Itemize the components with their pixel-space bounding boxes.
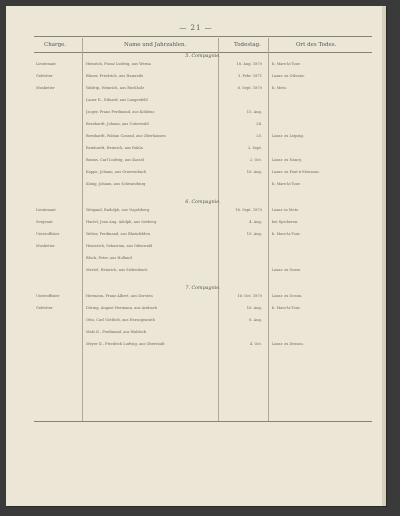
table-row xyxy=(34,62,372,68)
section-title: 6. Compagnie. xyxy=(185,200,221,205)
cell-date: 3. Febr. 1871 xyxy=(237,74,262,78)
cell-date: 2. Sept. xyxy=(247,146,262,150)
table-row xyxy=(34,256,372,262)
col-divider xyxy=(218,38,219,422)
document-page xyxy=(6,6,386,506)
table-row xyxy=(34,318,372,324)
table-row xyxy=(34,330,372,336)
cell-date: 16. Aug. xyxy=(246,170,262,174)
cell-charge: Unteroffizier xyxy=(36,294,60,298)
cell-charge: Musketier xyxy=(36,244,55,248)
cell-date: 25. xyxy=(256,134,262,138)
top-rule xyxy=(34,36,372,37)
cell-name: Otto, Carl Gottlieb, aus Herzogenrath xyxy=(86,318,155,322)
cell-charge: Lieutenant xyxy=(36,208,56,212)
cell-note: b. Mars-la-Tour. xyxy=(272,306,301,310)
cell-charge: Lieutenant xyxy=(36,62,56,66)
cell-name: Hemrich, Franz Ludwig, aus Werna xyxy=(86,62,151,66)
table-row xyxy=(34,98,372,104)
cell-note: b. Metz. xyxy=(272,86,287,90)
cell-name: Bernhardt, Johann, aus Unterwald xyxy=(86,122,149,126)
table-row xyxy=(34,134,372,140)
table-row xyxy=(34,110,372,116)
table-row xyxy=(34,220,372,226)
cell-name: Bernhardt, Fabian Conrad, aus Oberhausen xyxy=(86,134,166,138)
table-row xyxy=(34,158,372,164)
table-row xyxy=(34,170,372,176)
cell-charge: Gefreiter xyxy=(36,74,53,78)
cell-charge: Sergeant xyxy=(36,220,53,224)
table-row xyxy=(34,342,372,348)
cell-charge: Gefreiter xyxy=(36,306,53,310)
cell-name: König, Johann, aus Schwarzburg xyxy=(86,182,146,186)
table-row xyxy=(34,86,372,92)
cell-note: b. Mars-la-Tour. xyxy=(272,182,301,186)
cell-name: Döring, August Hermann, aus Arnbach xyxy=(86,306,158,310)
cell-date: 8. Aug. xyxy=(249,318,262,322)
section-title: 5. Compagnie. xyxy=(185,54,221,59)
cell-name: Hartel, Jean Aug. Adolph, aus Seeberg xyxy=(86,220,157,224)
cell-date: 24. xyxy=(256,122,262,126)
cell-note: Lazar. zu Nancy. xyxy=(272,158,302,162)
bottom-rule xyxy=(34,421,372,422)
cell-note: Lazar. zu Ocean. xyxy=(272,294,303,298)
cell-date: 16. Aug. xyxy=(246,306,262,310)
cell-name: Lauer II., Eduard, aus Langenfeld xyxy=(86,98,148,102)
table-row xyxy=(34,74,372,80)
column-header-row xyxy=(34,38,372,53)
cell-name: Jacger, Franz Ferdinand, aus Koblenz xyxy=(86,110,155,114)
col-charge: Charge. xyxy=(44,42,67,48)
table-row xyxy=(34,146,372,152)
cell-date: 16. Sept. 1870 xyxy=(235,208,262,212)
cell-name: Hemerich, Sebastian, aus Odenwald xyxy=(86,244,153,248)
cell-date: 18. Aug. 1870 xyxy=(236,62,262,66)
cell-name: Waltrip, Heinrich, aus Buchholz xyxy=(86,86,145,90)
cell-name: Weigand, Rudolph, aus Vogelsberg xyxy=(86,208,150,212)
cell-name: Brams, Carl Ludwig, aus Kassel xyxy=(86,158,144,162)
col-divider xyxy=(82,38,83,422)
cell-date: 16. Oct. 1870 xyxy=(237,294,262,298)
cell-date: 6. Sept. 1870 xyxy=(237,86,262,90)
cell-name: Kappe, Johann, aus Graevenbach xyxy=(86,170,147,174)
cell-name: Hermann, Franz Albert, aus Dorsten xyxy=(86,294,153,298)
cell-note: Lazar. zu Orleans. xyxy=(272,74,305,78)
table-row xyxy=(34,208,372,214)
col-divider xyxy=(268,38,269,422)
col-note: Ort des Todes. xyxy=(296,42,337,48)
cell-note: Lazar. zu Dessau. xyxy=(272,342,304,346)
table-row xyxy=(34,244,372,250)
col-name: Name und Jahrzahlen. xyxy=(124,42,187,48)
cell-charge: Unteroffizier xyxy=(36,232,60,236)
cell-charge: Musketier xyxy=(36,86,55,90)
cell-name: Bluser, Friedrich, aus Hamrode xyxy=(86,74,144,78)
cell-name: Reinhardt, Heinrich, aus Ruhla xyxy=(86,146,143,150)
page-edge xyxy=(382,6,386,506)
cell-date: 2. Oct. xyxy=(249,158,262,162)
cell-note: Lazar. zu Gorze. xyxy=(272,268,302,272)
col-date: Todestag. xyxy=(234,42,261,48)
cell-name: Mertel, Heinrich, aus Siebenbuch xyxy=(86,268,148,272)
cell-date: 4. Oct. xyxy=(249,342,262,346)
table-row xyxy=(34,122,372,128)
cell-date: 15. Aug. xyxy=(246,110,262,114)
table-row xyxy=(34,232,372,238)
cell-date: 19. Aug. xyxy=(246,232,262,236)
cell-note: b. Mars-la-Tour. xyxy=(272,232,301,236)
page-number: — 21 — xyxy=(179,24,213,32)
table-row xyxy=(34,182,372,188)
cell-name: Malz II., Ferdinand, aus Waldeck xyxy=(86,330,146,334)
cell-note: bei Spicheren. xyxy=(272,220,299,224)
cell-note: Lazar. zu Pont-à-Mousson. xyxy=(272,170,320,174)
table-row xyxy=(34,268,372,274)
cell-name: Meyer II., Friedrich Ludwig, aus Oberstadt xyxy=(86,342,165,346)
cell-name: Weber, Ferdinand, aus Rheinfelden xyxy=(86,232,150,236)
cell-note: Lazar. in Metz. xyxy=(272,208,300,212)
table-row xyxy=(34,306,372,312)
cell-note: b. Mars-la-Tour. xyxy=(272,62,301,66)
cell-date: 4. Aug. xyxy=(249,220,262,224)
section-title: 7. Compagnie. xyxy=(185,286,221,291)
cell-note: Lazar. zu Leipzig. xyxy=(272,134,304,138)
table-row xyxy=(34,294,372,300)
cell-name: Block, Peter, aus Holland xyxy=(86,256,132,260)
